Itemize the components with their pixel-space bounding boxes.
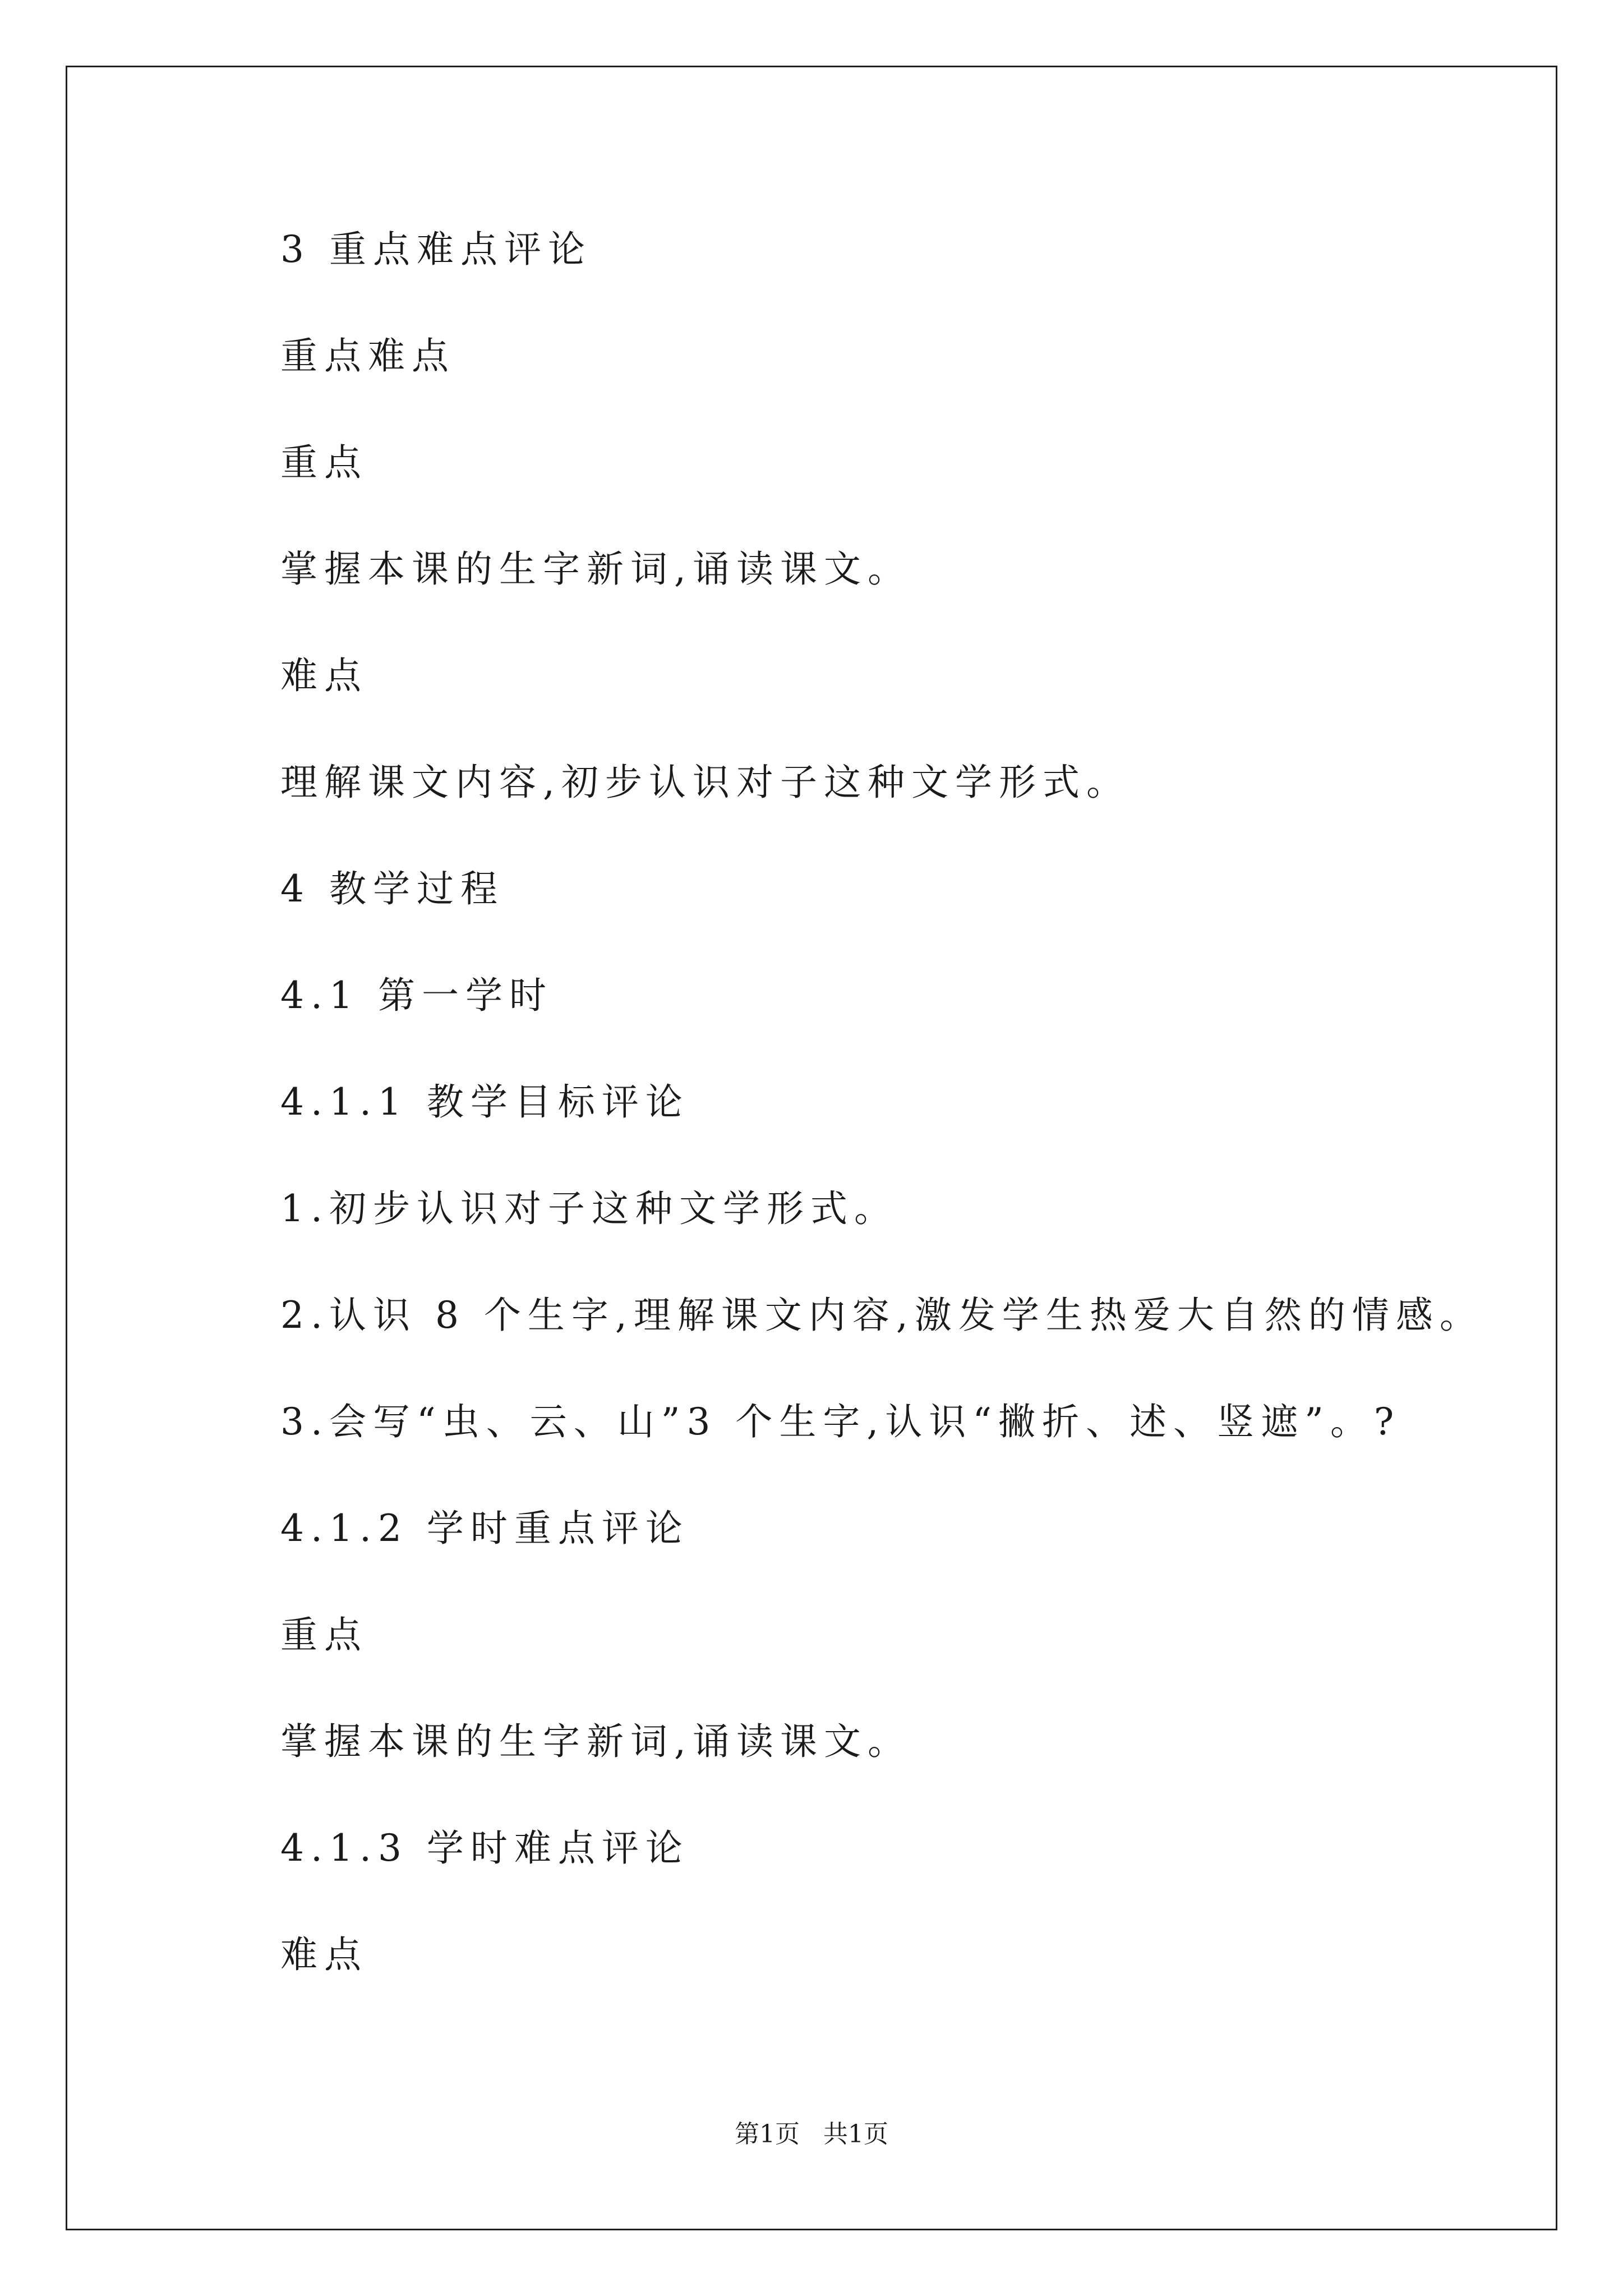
list-item-goal-1: 1.初步认识对子这种文学形式。 — [280, 1187, 898, 1230]
label-key-point-2: 重点 — [280, 1613, 368, 1657]
label-key-point: 重点 — [280, 441, 368, 484]
list-item-goal-3: 3.会写“虫、云、山”3 个生字,认识“撇折、述、竖遮”。? — [280, 1400, 1401, 1443]
label-difficult-point-2: 难点 — [280, 1933, 368, 1976]
heading-section-4-1-2: 4.1.2 学时重点评论 — [280, 1507, 689, 1550]
heading-section-4: 4 教学过程 — [280, 867, 504, 910]
paragraph-difficult-point: 理解课文内容,初步认识对子这种文学形式。 — [280, 761, 1130, 804]
heading-section-3: 3 重点难点评论 — [280, 228, 592, 271]
heading-section-4-1-1: 4.1.1 教学目标评论 — [280, 1080, 689, 1124]
heading-section-4-1: 4.1 第一学时 — [280, 974, 553, 1017]
page-footer: 第1页 共1页 — [735, 2120, 888, 2148]
subheading-key-difficult: 重点难点 — [280, 334, 455, 378]
list-item-goal-2: 2.认识 8 个生字,理解课文内容,激发学生热爱大自然的情感。 — [280, 1294, 1483, 1337]
paragraph-key-point-2: 掌握本课的生字新词,诵读课文。 — [280, 1720, 911, 1763]
paragraph-key-point: 掌握本课的生字新词,诵读课文。 — [280, 547, 911, 591]
label-difficult-point: 难点 — [280, 654, 368, 697]
heading-section-4-1-3: 4.1.3 学时难点评论 — [280, 1826, 689, 1870]
